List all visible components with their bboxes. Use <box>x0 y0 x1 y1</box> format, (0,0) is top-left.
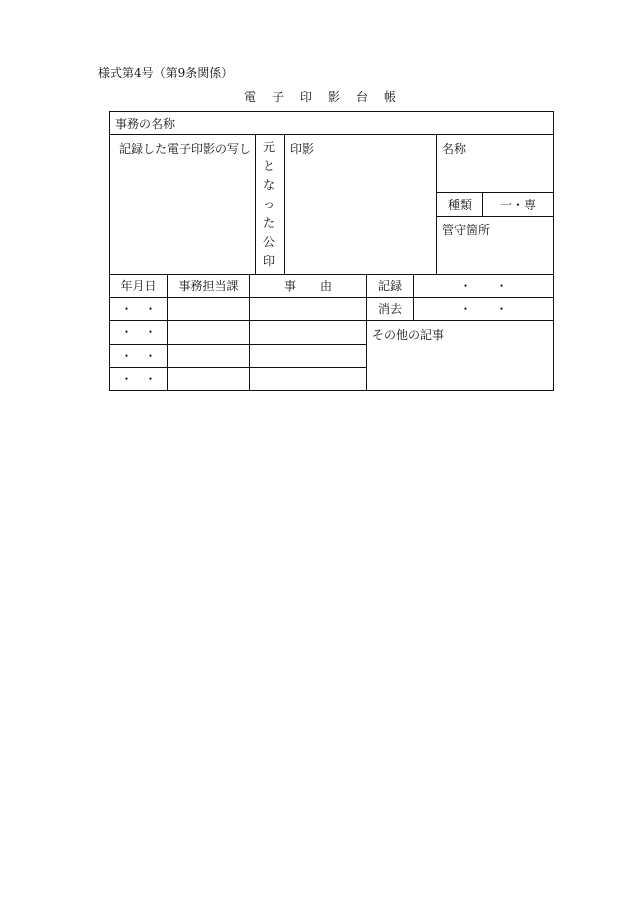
custodian-label: 管守箇所 <box>442 223 491 237</box>
history-header-section: 事務担当課 <box>178 279 239 293</box>
office-name-divider <box>109 134 554 135</box>
type-value-divider <box>482 192 483 217</box>
type-value: 一・専 <box>500 198 537 212</box>
form-number: 様式第4号（第9条関係） <box>98 66 234 80</box>
deletion-date: ・ ・ <box>459 302 508 316</box>
seal-impression-label: 印影 <box>290 142 315 156</box>
row3-divider <box>109 367 367 368</box>
original-col-divider <box>284 134 285 275</box>
row1-divider <box>109 320 554 321</box>
history-row-date: ・ ・ <box>120 325 157 339</box>
copy-col-divider <box>255 134 256 275</box>
history-row-date: ・ ・ <box>120 302 157 316</box>
type-label: 種類 <box>448 198 473 212</box>
history-row-date: ・ ・ <box>120 349 157 363</box>
seal-section-divider <box>109 274 554 275</box>
history-row-date: ・ ・ <box>120 372 157 386</box>
history-header-date: 年月日 <box>120 279 157 293</box>
deletion-label: 消去 <box>377 302 402 316</box>
office-name-label: 事務の名称 <box>115 117 176 131</box>
type-divider <box>436 216 554 217</box>
history-header-divider <box>109 297 554 298</box>
table-border-right <box>553 111 554 391</box>
document-title: 電 子 印 影 台 帳 <box>244 90 399 104</box>
row2-divider <box>109 344 367 345</box>
record-label: 記録 <box>377 279 402 293</box>
name-label: 名称 <box>442 142 467 156</box>
record-date: ・ ・ <box>459 279 508 293</box>
table-border-top <box>109 111 554 112</box>
original-seal-label: 元となった公印 <box>262 140 275 268</box>
other-notes-label: その他の記事 <box>372 328 445 342</box>
impression-col-divider <box>436 134 437 275</box>
table-border-bottom <box>109 390 554 391</box>
recorded-seal-copy-label: 記録した電子印影の写し <box>119 142 252 156</box>
history-header-reason: 事 由 <box>283 279 332 293</box>
name-divider <box>436 192 554 193</box>
